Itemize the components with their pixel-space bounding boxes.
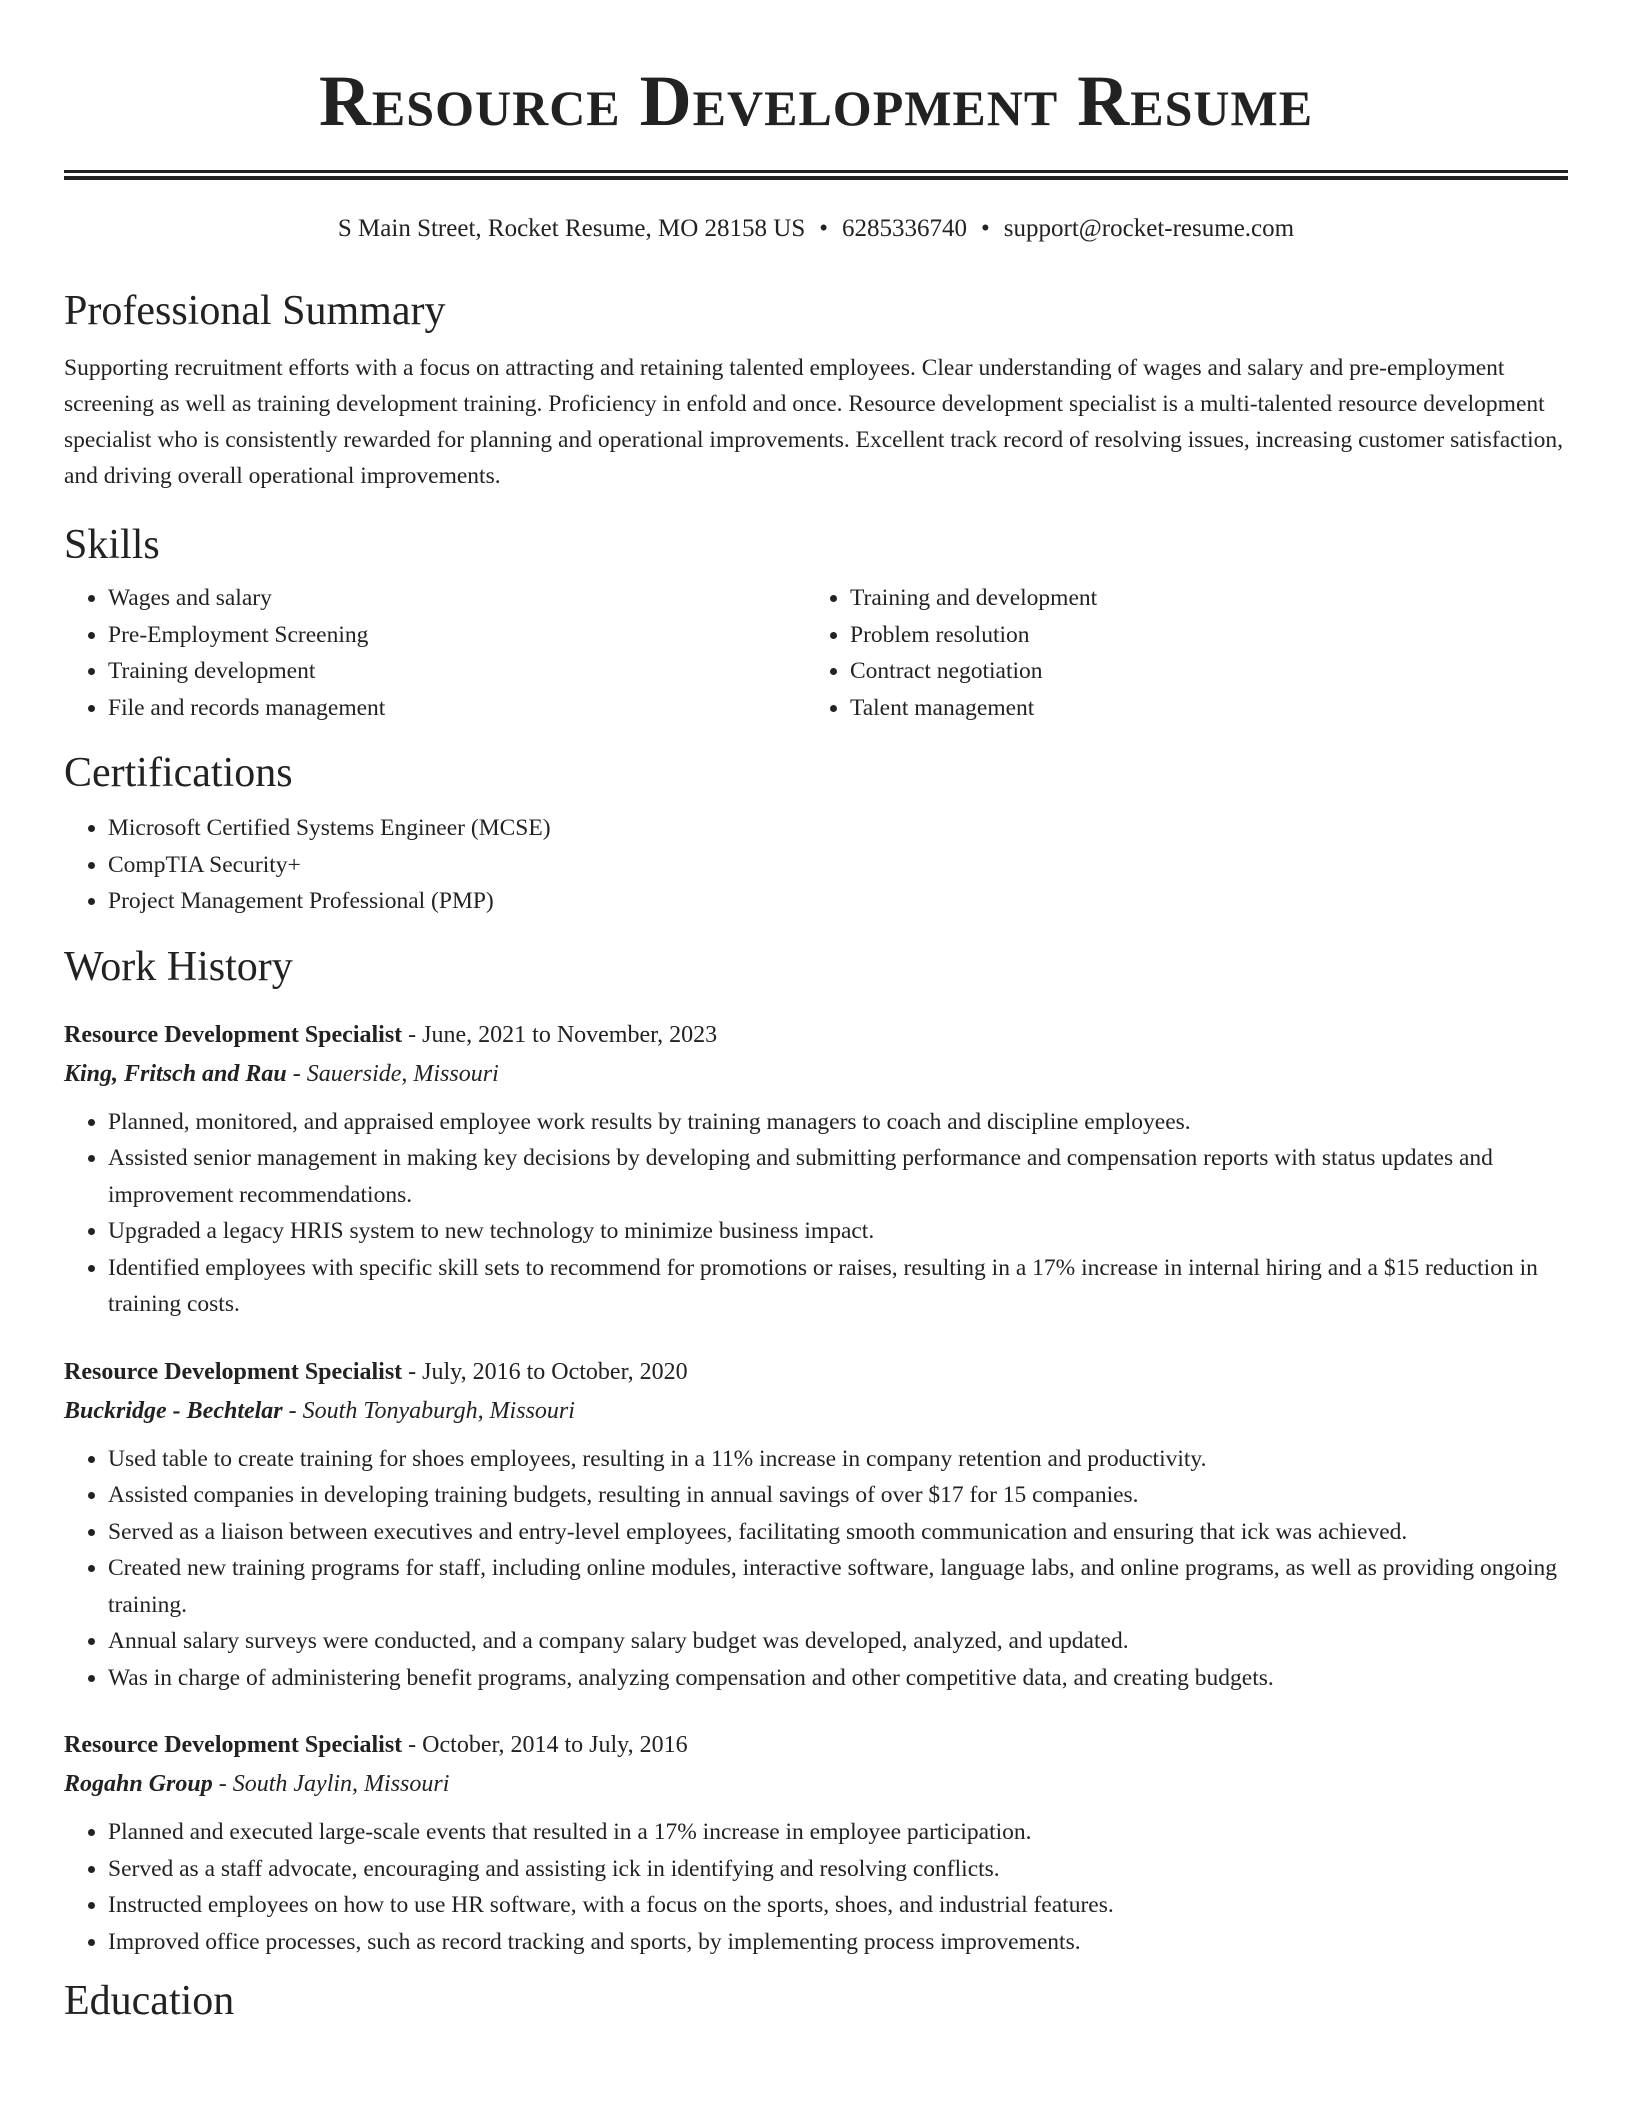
contact-email: support@rocket-resume.com <box>1003 215 1295 242</box>
job-bullet: • Served as a staff advocate, encouraging and assisting ick in identifying and resolving conflicts. <box>108 1851 1568 1888</box>
job-bullet: • Planned, monitored, and appraised employee work results by training managers to coach and discipline employees. <box>108 1104 1568 1141</box>
job-title: Resource Development Specialist <box>64 1021 403 1048</box>
contact-address: S Main Street, Rocket Resume, MO 28158 US <box>337 215 806 242</box>
contact-separator: • <box>819 215 829 242</box>
skill-item: • Wages and salary <box>108 580 806 617</box>
job-bullet: • Created new training programs for staff, including online modules, interactive software, language labs, and online programs, as well as providing ongoing training. <box>108 1550 1568 1623</box>
section-heading-education: Education <box>64 1978 235 2024</box>
contact-phone: 6285336740 <box>842 215 968 242</box>
job-dates: - July, 2016 to October, 2020 <box>402 1358 688 1385</box>
certification-item: • CompTIA Security+ <box>108 847 1568 884</box>
job-header <box>64 1726 1568 1764</box>
job-employer <box>64 1764 1568 1804</box>
job-company: King, Fritsch and Rau <box>64 1060 287 1087</box>
job-bullets <box>64 1104 1568 1323</box>
job-bullet: • Annual salary surveys were conducted, and a company salary budget was developed, analyzed, and updated. <box>108 1623 1568 1660</box>
job-bullet: • Improved office processes, such as record tracking and sports, by implementing process improvements. <box>108 1924 1568 1961</box>
job-title: Resource Development Specialist <box>64 1358 403 1385</box>
job-header <box>64 1353 1568 1391</box>
skill-item: • File and records management <box>108 690 806 727</box>
job-location: - South Jaylin, Missouri <box>212 1771 450 1797</box>
skill-item: • Training and development <box>850 580 1548 617</box>
certification-item: • Project Management Professional (PMP) <box>108 883 1568 920</box>
job-bullet: • Assisted senior management in making key decisions by developing and submitting performance and compensation reports with status updates and improvement recommendations. <box>108 1140 1568 1213</box>
job-entry <box>64 1016 1568 1323</box>
job-title: Resource Development Specialist <box>64 1732 403 1758</box>
job-bullet: • Upgraded a legacy HRIS system to new technology to minimize business impact. <box>108 1213 1568 1250</box>
job-location: - Sauerside, Missouri <box>286 1060 499 1087</box>
contact-separator: • <box>981 215 990 242</box>
section-heading-skills: Skills <box>64 522 160 568</box>
job-location: - South Tonyaburgh, Missouri <box>282 1397 575 1424</box>
job-bullet: • Served as a liaison between executives and entry-level employees, facilitating smooth communication and ensuring that ick was achieved. <box>108 1514 1568 1551</box>
job-dates: - June, 2021 to November, 2023 <box>402 1021 718 1048</box>
job-header <box>64 1016 1568 1054</box>
contact-line <box>64 214 1568 244</box>
certification-item: • Microsoft Certified Systems Engineer (MCSE) <box>108 810 1568 847</box>
certifications-list <box>64 810 1568 920</box>
skill-item: • Contract negotiation <box>850 653 1548 690</box>
job-bullet: • Planned and executed large-scale events that resulted in a 17% increase in employee participation. <box>108 1814 1568 1851</box>
title-divider <box>64 170 1568 180</box>
section-heading-work-history: Work History <box>64 943 293 990</box>
skill-item: • Pre-Employment Screening <box>108 617 806 654</box>
job-bullet: • Identified employees with specific skill sets to recommend for promotions or raises, resulting in a 17% increase in internal hiring and a $15 reduction in training costs. <box>108 1250 1568 1323</box>
job-company: Buckridge - Bechtelar <box>64 1397 283 1424</box>
job-bullets <box>64 1441 1568 1697</box>
job-bullets <box>64 1814 1568 1960</box>
job-company: Rogahn Group <box>64 1771 213 1797</box>
job-entry <box>64 1726 1568 1960</box>
job-bullet: • Instructed employees on how to use HR software, with a focus on the sports, shoes, and industrial features. <box>108 1887 1568 1924</box>
job-employer <box>64 1391 1568 1431</box>
section-heading-summary: Professional Summary <box>64 288 446 334</box>
skills-list <box>64 580 1568 726</box>
section-heading-certifications: Certifications <box>64 750 293 796</box>
job-employer <box>64 1054 1568 1094</box>
job-bullet: • Used table to create training for shoes employees, resulting in a 11% increase in company retention and productivity. <box>108 1441 1568 1478</box>
resume-title: Resource Development Resume <box>318 61 1314 141</box>
skills-column-left <box>64 580 806 726</box>
job-dates: - October, 2014 to July, 2016 <box>402 1732 688 1758</box>
skills-column-right <box>806 580 1548 726</box>
job-bullet: • Assisted companies in developing training budgets, resulting in annual savings of over $17 for 15 companies. <box>108 1477 1568 1514</box>
job-bullet: • Was in charge of administering benefit programs, analyzing compensation and other competitive data, and creating budgets. <box>108 1660 1568 1697</box>
summary-text: Supporting recruitment efforts with a focus on attracting and retaining talented employees. Clear understanding of wages and salary and pre-employment screening as well as training development training. Proficiency in enfold and once. Resource development specialist is a multi-talented resource development specialist who is consistently rewarded for planning and operational improvements. Excellent track record of resolving issues, increasing customer satisfaction, and driving overall operational improvements. <box>64 355 1563 489</box>
skill-item: • Talent management <box>850 690 1548 727</box>
skill-item: • Problem resolution <box>850 617 1548 654</box>
skill-item: • Training development <box>108 653 806 690</box>
job-entry <box>64 1353 1568 1697</box>
